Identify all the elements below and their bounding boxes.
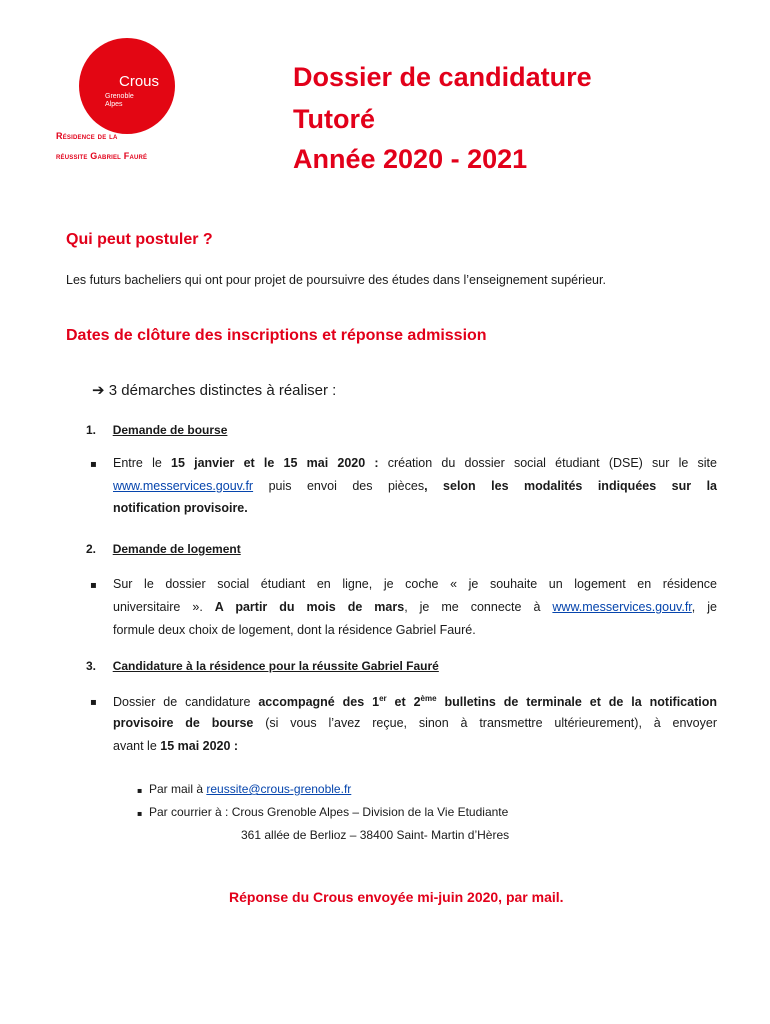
step1-line1: Entre le 15 janvier et le 15 mai 2020 : création du dossier social étudiant (DSE) sur le site <box>113 456 717 470</box>
step3-heading <box>86 659 439 673</box>
intro-text: 3 démarches distinctes à réaliser : <box>108 382 337 399</box>
bullet-square-icon: ▪ <box>90 697 97 708</box>
step2-number: 2. <box>86 542 97 556</box>
logo-brand: Crous <box>119 73 160 90</box>
messervices-link-2[interactable]: www.messervices.gouv.fr <box>552 600 692 614</box>
step2-title: Demande de logement <box>112 542 241 556</box>
step1-line3: notification provisoire. <box>113 501 248 515</box>
bullet-square-icon: ▪ <box>137 809 143 818</box>
arrow-icon: ➔ <box>92 382 105 399</box>
title-line1: Dossier de candidature <box>293 62 592 92</box>
messervices-link[interactable]: www.messervices.gouv.fr <box>113 479 254 493</box>
section2-heading: Dates de clôture des inscriptions et réponse admission <box>66 327 487 344</box>
title-line3: Année 2020 - 2021 <box>293 144 528 174</box>
mail-line: Par mail à reussite@crous-grenoble.fr <box>149 782 352 796</box>
step3-title: Candidature à la résidence pour la réussite Gabriel Fauré <box>112 659 439 673</box>
step3-line2: provisoire de bourse (si vous l’avez reçue, sinon à transmettre ultérieurement), à envoyer <box>113 716 717 730</box>
section1-heading: Qui peut postuler ? <box>66 231 213 248</box>
bullet-square-icon: ▪ <box>90 580 97 591</box>
step3-line3: avant le 15 mai 2020 : <box>113 739 239 753</box>
step1-number: 1. <box>86 423 97 437</box>
step2-line3: formule deux choix de logement, dont la résidence Gabriel Fauré. <box>113 623 476 637</box>
step1-line2: www.messervices.gouv.fr puis envoi des pièces, selon les modalités indiquées sur la <box>113 479 717 493</box>
post-address: 361 allée de Berlioz – 38400 Saint- Martin d’Hères <box>241 828 510 842</box>
post-line: Par courrier à : Crous Grenoble Alpes – Division de la Vie Etudiante <box>149 805 509 819</box>
residence-line1: Résidence de la <box>56 131 118 141</box>
step2-line2: universitaire ». A partir du mois de mars, je me connecte à www.messervices.gouv.fr, je <box>113 600 717 614</box>
logo-region: Alpes <box>105 101 123 108</box>
response-notice: Réponse du Crous envoyée mi-juin 2020, par mail. <box>229 889 564 905</box>
step2-line1: Sur le dossier social étudiant en ligne, je coche « je souhaite un logement en résidence <box>113 577 717 591</box>
step1-heading <box>86 423 227 437</box>
step3-line1: Dossier de candidature accompagné des 1er et 2ème bulletins de terminale et de la notification <box>113 694 717 710</box>
logo-city: Grenoble <box>105 93 134 100</box>
step1-title: Demande de bourse <box>112 423 228 437</box>
section1-text: Les futurs bacheliers qui ont pour projet de poursuivre des études dans l’enseignement supérieur. <box>66 273 606 287</box>
title-line2: Tutoré <box>293 104 375 134</box>
crous-logo <box>79 38 175 134</box>
step3-number: 3. <box>86 659 97 673</box>
bullet-square-icon: ▪ <box>137 786 143 795</box>
residence-line2: réussite Gabriel Fauré <box>56 151 148 161</box>
reussite-email-link[interactable]: reussite@crous-grenoble.fr <box>206 782 352 796</box>
bullet-square-icon: ▪ <box>90 459 97 470</box>
section2-intro <box>92 381 336 399</box>
step2-heading <box>86 542 241 556</box>
